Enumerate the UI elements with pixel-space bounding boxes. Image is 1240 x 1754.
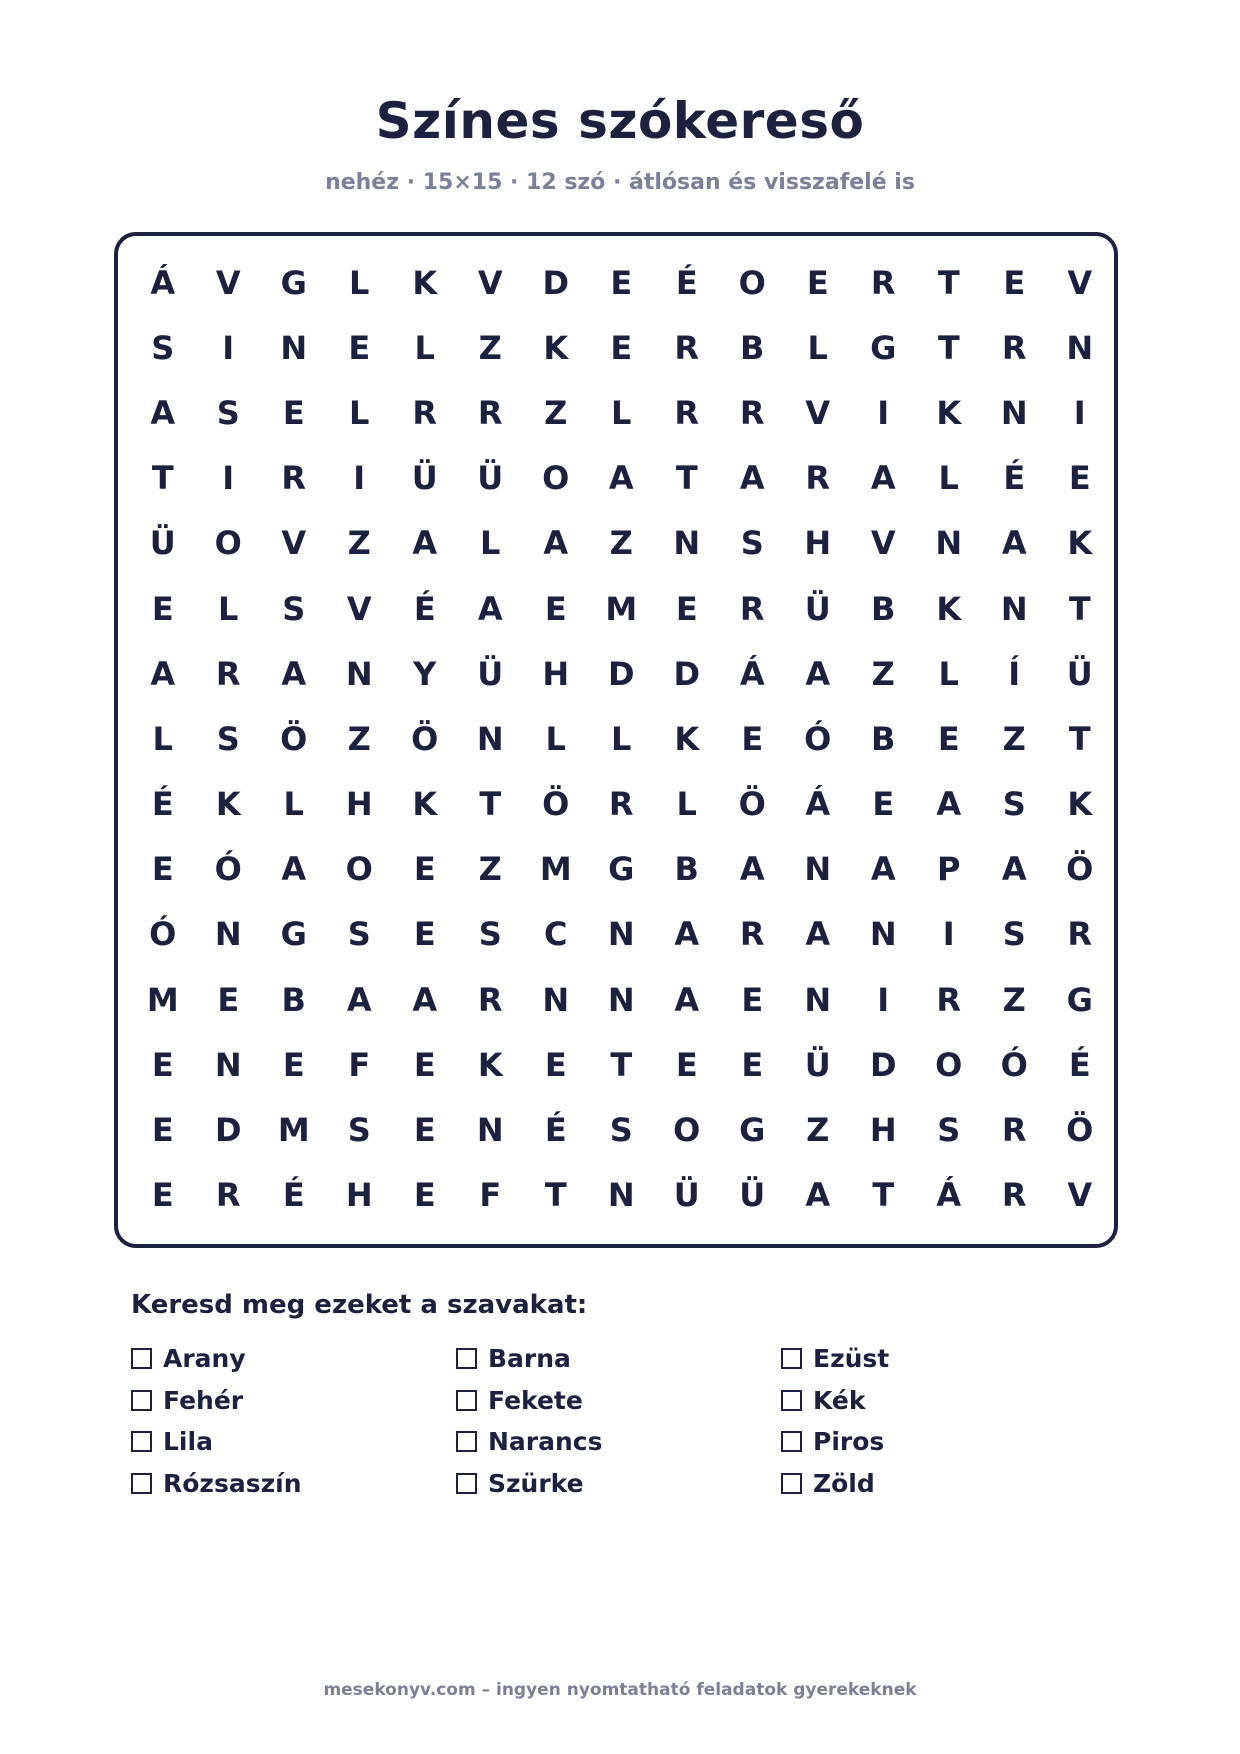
- grid-cell[interactable]: A: [739, 850, 765, 889]
- checkbox-icon[interactable]: [781, 1431, 802, 1452]
- word-label: Piros: [813, 1427, 885, 1457]
- grid-cell[interactable]: S: [216, 393, 240, 432]
- grid-cell[interactable]: A: [805, 1176, 831, 1215]
- grid-cell[interactable]: L: [807, 328, 828, 367]
- grid-cell[interactable]: R: [1001, 1111, 1027, 1150]
- grid-cell[interactable]: R: [1001, 1176, 1027, 1215]
- word-list: [131, 1338, 1106, 1504]
- grid-cell[interactable]: S: [937, 1111, 961, 1150]
- grid-cell[interactable]: Ö: [1066, 850, 1094, 889]
- grid-cell[interactable]: L: [938, 459, 959, 498]
- word-item: [456, 1338, 781, 1380]
- grid-cell[interactable]: A: [936, 785, 962, 824]
- word-item: [781, 1380, 1106, 1422]
- grid-cell[interactable]: E: [741, 719, 764, 758]
- grid-cell[interactable]: S: [1002, 915, 1026, 954]
- grid-cell[interactable]: I: [942, 915, 955, 954]
- grid-cell[interactable]: L: [545, 719, 566, 758]
- grid-cell[interactable]: A: [412, 524, 438, 563]
- grid-cell[interactable]: A: [870, 459, 896, 498]
- grid-cell[interactable]: Ö: [411, 719, 439, 758]
- grid-cell[interactable]: I: [353, 459, 366, 498]
- grid-cell[interactable]: N: [214, 915, 242, 954]
- page-title: Színes szókereső: [375, 92, 865, 150]
- checkbox-icon[interactable]: [456, 1348, 477, 1369]
- grid-cell[interactable]: L: [676, 785, 697, 824]
- grid-cell[interactable]: N: [935, 524, 963, 563]
- grid-cell[interactable]: N: [607, 1176, 635, 1215]
- grid-cell[interactable]: E: [675, 1045, 698, 1084]
- grid-cell[interactable]: Ü: [739, 1176, 766, 1215]
- grid-cell[interactable]: N: [1000, 393, 1028, 432]
- grid-cell[interactable]: K: [1067, 524, 1093, 563]
- grid-cell[interactable]: R: [870, 263, 896, 302]
- grid-cell[interactable]: O: [542, 459, 570, 498]
- grid-cell[interactable]: L: [152, 719, 173, 758]
- grid-cell[interactable]: E: [610, 263, 633, 302]
- grid-cell[interactable]: D: [869, 1045, 897, 1084]
- grid-cell[interactable]: Z: [478, 850, 502, 889]
- grid-cell[interactable]: É: [1068, 1045, 1091, 1084]
- word-label: Zöld: [813, 1468, 875, 1498]
- grid-cell[interactable]: E: [413, 1111, 436, 1150]
- grid-cell[interactable]: K: [477, 1045, 503, 1084]
- grid-cell[interactable]: E: [675, 589, 698, 628]
- word-label: Ezüst: [813, 1344, 890, 1374]
- grid-cell[interactable]: E: [1068, 459, 1091, 498]
- grid-cell[interactable]: E: [544, 589, 567, 628]
- grid-cell[interactable]: Ü: [477, 654, 504, 693]
- grid-cell[interactable]: Z: [544, 393, 568, 432]
- grid-cell[interactable]: É: [413, 589, 436, 628]
- word-label: Fehér: [163, 1385, 244, 1415]
- grid-cell[interactable]: A: [412, 980, 438, 1019]
- grid-cell[interactable]: G: [739, 1111, 766, 1150]
- grid-cell[interactable]: A: [346, 980, 372, 1019]
- grid-cell[interactable]: S: [216, 719, 240, 758]
- word-item: [131, 1421, 456, 1463]
- grid-cell[interactable]: B: [871, 589, 896, 628]
- grid-cell[interactable]: V: [346, 589, 372, 628]
- grid-cell[interactable]: V: [1067, 263, 1093, 302]
- grid-cell[interactable]: S: [740, 524, 764, 563]
- grid-cell[interactable]: D: [214, 1111, 242, 1150]
- grid-cell[interactable]: Ó: [1000, 1045, 1028, 1084]
- word-list-heading: Keresd meg ezeket a szavakat:: [131, 1290, 588, 1320]
- grid-cell[interactable]: H: [345, 785, 373, 824]
- word-label: Fekete: [488, 1385, 583, 1415]
- grid-cell[interactable]: D: [673, 654, 701, 693]
- grid-cell[interactable]: O: [935, 1045, 963, 1084]
- grid-cell[interactable]: Ü: [673, 1176, 700, 1215]
- grid-cell[interactable]: Z: [1002, 980, 1026, 1019]
- grid-cell[interactable]: R: [1067, 915, 1093, 954]
- grid-cell[interactable]: F: [479, 1176, 502, 1215]
- grid-cell[interactable]: E: [151, 1176, 174, 1215]
- grid-cell[interactable]: L: [349, 393, 370, 432]
- grid-cell[interactable]: M: [146, 980, 179, 1019]
- grid-cell[interactable]: O: [214, 524, 242, 563]
- grid-cell[interactable]: S: [1002, 785, 1026, 824]
- grid-cell[interactable]: E: [413, 850, 436, 889]
- grid-cell[interactable]: A: [1001, 524, 1027, 563]
- grid-cell[interactable]: Z: [347, 719, 371, 758]
- grid-cell[interactable]: E: [348, 328, 371, 367]
- grid-cell[interactable]: E: [872, 785, 895, 824]
- grid-cell[interactable]: E: [610, 328, 633, 367]
- word-item: [131, 1463, 456, 1505]
- grid-cell[interactable]: É: [1003, 459, 1026, 498]
- grid-cell[interactable]: Ó: [149, 915, 177, 954]
- grid-cell[interactable]: L: [938, 654, 959, 693]
- checkbox-icon[interactable]: [781, 1348, 802, 1369]
- grid-cell[interactable]: R: [936, 980, 962, 1019]
- grid-cell[interactable]: Ü: [804, 1045, 831, 1084]
- grid-cell[interactable]: A: [543, 524, 569, 563]
- grid-cell[interactable]: K: [215, 785, 241, 824]
- grid-cell[interactable]: Á: [739, 654, 765, 693]
- grid-cell[interactable]: Ö: [542, 785, 570, 824]
- grid-cell[interactable]: E: [413, 915, 436, 954]
- grid-cell[interactable]: T: [151, 459, 174, 498]
- grid-cell[interactable]: R: [739, 393, 765, 432]
- grid-cell[interactable]: N: [804, 980, 832, 1019]
- grid-cell[interactable]: A: [805, 915, 831, 954]
- grid-cell[interactable]: S: [478, 915, 502, 954]
- grid-cell[interactable]: E: [1003, 263, 1026, 302]
- grid-cell[interactable]: A: [674, 915, 700, 954]
- grid-cell[interactable]: L: [414, 328, 435, 367]
- grid-cell[interactable]: E: [544, 1045, 567, 1084]
- grid-cell[interactable]: N: [607, 980, 635, 1019]
- grid-cell[interactable]: Á: [805, 785, 831, 824]
- grid-cell[interactable]: D: [542, 263, 570, 302]
- word-item: [781, 1463, 1106, 1505]
- grid-cell[interactable]: A: [281, 654, 307, 693]
- grid-cell[interactable]: A: [608, 459, 634, 498]
- grid-cell[interactable]: R: [739, 915, 765, 954]
- grid-cell[interactable]: S: [347, 915, 371, 954]
- grid-cell[interactable]: A: [477, 589, 503, 628]
- grid-cell[interactable]: E: [741, 1045, 764, 1084]
- grid-cell[interactable]: K: [936, 393, 962, 432]
- grid-cell[interactable]: B: [674, 850, 699, 889]
- grid-cell[interactable]: R: [412, 393, 438, 432]
- grid-cell[interactable]: O: [345, 850, 373, 889]
- grid-cell[interactable]: N: [673, 524, 701, 563]
- word-item: [456, 1463, 781, 1505]
- checkbox-icon[interactable]: [781, 1390, 802, 1411]
- grid-cell[interactable]: Z: [347, 524, 371, 563]
- grid-cell[interactable]: V: [215, 263, 241, 302]
- grid-cell[interactable]: A: [1001, 850, 1027, 889]
- checkbox-icon[interactable]: [131, 1348, 152, 1369]
- grid-cell[interactable]: T: [675, 459, 698, 498]
- grid-cell[interactable]: E: [413, 1176, 436, 1215]
- word-label: Szürke: [488, 1468, 584, 1498]
- grid-cell[interactable]: H: [345, 1176, 373, 1215]
- grid-cell[interactable]: N: [476, 719, 504, 758]
- grid-cell[interactable]: K: [412, 263, 438, 302]
- word-label: Kék: [813, 1385, 866, 1415]
- grid-cell[interactable]: R: [477, 980, 503, 1019]
- grid-cell[interactable]: Y: [413, 654, 437, 693]
- footer-text: mesekonyv.com – ingyen nyomtatható feladatok gyerekeknek: [323, 1680, 917, 1700]
- grid-cell[interactable]: Á: [150, 263, 176, 302]
- grid-cell[interactable]: K: [543, 328, 569, 367]
- grid-cell[interactable]: V: [1067, 1176, 1093, 1215]
- grid-cell[interactable]: L: [611, 393, 632, 432]
- grid-cell[interactable]: E: [282, 1045, 305, 1084]
- grid-cell[interactable]: T: [872, 1176, 895, 1215]
- grid-cell[interactable]: R: [215, 654, 241, 693]
- grid-cell[interactable]: Ö: [1066, 1111, 1094, 1150]
- grid-cell[interactable]: R: [477, 393, 503, 432]
- grid-cell[interactable]: N: [542, 980, 570, 1019]
- grid-cell[interactable]: A: [281, 850, 307, 889]
- grid-cell[interactable]: K: [674, 719, 700, 758]
- grid-cell[interactable]: T: [544, 1176, 567, 1215]
- grid-cell[interactable]: R: [608, 785, 634, 824]
- grid-cell[interactable]: Ó: [804, 719, 832, 758]
- grid-cell[interactable]: Z: [1002, 719, 1026, 758]
- grid-cell[interactable]: T: [1068, 719, 1091, 758]
- grid-cell[interactable]: D: [607, 654, 635, 693]
- checkbox-icon[interactable]: [131, 1390, 152, 1411]
- grid-cell[interactable]: L: [480, 524, 501, 563]
- grid-cell[interactable]: K: [1067, 785, 1093, 824]
- grid-cell[interactable]: Ü: [149, 524, 176, 563]
- grid-cell[interactable]: L: [611, 719, 632, 758]
- grid-cell[interactable]: T: [937, 328, 960, 367]
- grid-cell[interactable]: B: [740, 328, 765, 367]
- grid-cell[interactable]: S: [151, 328, 175, 367]
- grid-cell[interactable]: Á: [936, 1176, 962, 1215]
- grid-cell[interactable]: N: [1000, 589, 1028, 628]
- grid-cell[interactable]: I: [877, 393, 890, 432]
- grid-cell[interactable]: R: [674, 393, 700, 432]
- grid-cell[interactable]: E: [217, 980, 240, 1019]
- word-item: [131, 1338, 456, 1380]
- grid-cell[interactable]: G: [1066, 980, 1093, 1019]
- grid-cell[interactable]: S: [347, 1111, 371, 1150]
- grid-cell[interactable]: N: [804, 850, 832, 889]
- grid-cell[interactable]: E: [741, 980, 764, 1019]
- word-item: [456, 1421, 781, 1463]
- grid-cell[interactable]: V: [477, 263, 503, 302]
- letter-grid: [130, 250, 1115, 1228]
- grid-cell[interactable]: Z: [609, 524, 633, 563]
- grid-cell[interactable]: Í: [1008, 654, 1021, 693]
- word-label: Barna: [488, 1344, 571, 1374]
- grid-cell[interactable]: B: [281, 980, 306, 1019]
- grid-cell[interactable]: E: [413, 1045, 436, 1084]
- grid-cell[interactable]: Ü: [411, 459, 438, 498]
- grid-cell[interactable]: Ö: [280, 719, 308, 758]
- grid-cell[interactable]: E: [806, 263, 829, 302]
- grid-cell[interactable]: S: [609, 1111, 633, 1150]
- grid-cell[interactable]: I: [222, 328, 235, 367]
- grid-cell[interactable]: Z: [806, 1111, 830, 1150]
- grid-cell[interactable]: L: [283, 785, 304, 824]
- grid-cell[interactable]: R: [1001, 328, 1027, 367]
- grid-cell[interactable]: P: [937, 850, 961, 889]
- grid-cell[interactable]: E: [151, 1111, 174, 1150]
- grid-cell[interactable]: V: [870, 524, 896, 563]
- grid-cell[interactable]: N: [345, 654, 373, 693]
- grid-cell[interactable]: G: [280, 263, 307, 302]
- grid-cell[interactable]: E: [151, 589, 174, 628]
- grid-cell[interactable]: Ü: [1066, 654, 1093, 693]
- grid-cell[interactable]: T: [1068, 589, 1091, 628]
- grid-cell[interactable]: T: [479, 785, 502, 824]
- grid-cell[interactable]: N: [476, 1111, 504, 1150]
- grid-cell[interactable]: O: [673, 1111, 701, 1150]
- grid-cell[interactable]: Ü: [804, 589, 831, 628]
- word-item: [131, 1380, 456, 1422]
- grid-cell[interactable]: Ü: [477, 459, 504, 498]
- grid-cell[interactable]: R: [674, 328, 700, 367]
- grid-cell[interactable]: I: [877, 980, 890, 1019]
- grid-cell[interactable]: N: [607, 915, 635, 954]
- grid-cell[interactable]: E: [937, 719, 960, 758]
- grid-cell[interactable]: F: [348, 1045, 371, 1084]
- grid-cell[interactable]: E: [151, 850, 174, 889]
- grid-cell[interactable]: A: [674, 980, 700, 1019]
- checkbox-icon[interactable]: [131, 1431, 152, 1452]
- grid-cell[interactable]: G: [280, 915, 307, 954]
- grid-cell[interactable]: R: [281, 459, 307, 498]
- grid-cell[interactable]: É: [544, 1111, 567, 1150]
- grid-cell[interactable]: V: [805, 393, 831, 432]
- grid-cell[interactable]: N: [214, 1045, 242, 1084]
- checkbox-icon[interactable]: [456, 1431, 477, 1452]
- grid-cell[interactable]: G: [608, 850, 635, 889]
- grid-cell[interactable]: É: [282, 1176, 305, 1215]
- checkbox-icon[interactable]: [131, 1473, 152, 1494]
- page-subtitle: nehéz · 15×15 · 12 szó · átlósan és visszafelé is: [325, 170, 915, 195]
- grid-cell[interactable]: A: [150, 654, 176, 693]
- word-item: [781, 1421, 1106, 1463]
- grid-cell[interactable]: L: [349, 263, 370, 302]
- grid-cell[interactable]: Z: [871, 654, 895, 693]
- grid-cell[interactable]: M: [605, 589, 638, 628]
- word-item: [781, 1338, 1106, 1380]
- grid-cell[interactable]: C: [544, 915, 568, 954]
- grid-cell[interactable]: A: [870, 850, 896, 889]
- grid-cell[interactable]: Ó: [214, 850, 242, 889]
- grid-cell[interactable]: N: [869, 915, 897, 954]
- checkbox-icon[interactable]: [456, 1473, 477, 1494]
- grid-cell[interactable]: K: [936, 589, 962, 628]
- word-label: Lila: [163, 1427, 213, 1457]
- grid-cell[interactable]: É: [675, 263, 698, 302]
- grid-cell[interactable]: A: [150, 393, 176, 432]
- grid-cell[interactable]: I: [222, 459, 235, 498]
- grid-cell[interactable]: V: [281, 524, 307, 563]
- grid-cell[interactable]: Z: [478, 328, 502, 367]
- grid-cell[interactable]: Ö: [738, 785, 766, 824]
- grid-cell[interactable]: É: [151, 785, 174, 824]
- grid-cell[interactable]: M: [539, 850, 572, 889]
- checkbox-icon[interactable]: [456, 1390, 477, 1411]
- word-label: Arany: [163, 1344, 246, 1374]
- grid-cell[interactable]: H: [869, 1111, 897, 1150]
- grid-cell[interactable]: T: [610, 1045, 633, 1084]
- grid-cell[interactable]: G: [870, 328, 897, 367]
- grid-cell[interactable]: K: [412, 785, 438, 824]
- grid-cell[interactable]: H: [542, 654, 570, 693]
- checkbox-icon[interactable]: [781, 1473, 802, 1494]
- word-label: Rózsaszín: [163, 1468, 302, 1498]
- grid-cell[interactable]: E: [282, 393, 305, 432]
- grid-cell[interactable]: O: [738, 263, 766, 302]
- grid-cell[interactable]: E: [151, 1045, 174, 1084]
- grid-cell[interactable]: M: [277, 1111, 310, 1150]
- grid-cell[interactable]: T: [937, 263, 960, 302]
- word-label: Narancs: [488, 1427, 603, 1457]
- grid-cell[interactable]: R: [739, 589, 765, 628]
- grid-cell[interactable]: B: [871, 719, 896, 758]
- grid-cell[interactable]: H: [804, 524, 832, 563]
- grid-cell[interactable]: A: [739, 459, 765, 498]
- grid-cell[interactable]: S: [282, 589, 306, 628]
- grid-cell[interactable]: R: [215, 1176, 241, 1215]
- word-item: [456, 1380, 781, 1422]
- grid-cell[interactable]: N: [280, 328, 308, 367]
- grid-cell[interactable]: R: [805, 459, 831, 498]
- grid-cell[interactable]: I: [1073, 393, 1086, 432]
- grid-cell[interactable]: N: [1066, 328, 1094, 367]
- grid-cell[interactable]: L: [218, 589, 239, 628]
- grid-cell[interactable]: A: [805, 654, 831, 693]
